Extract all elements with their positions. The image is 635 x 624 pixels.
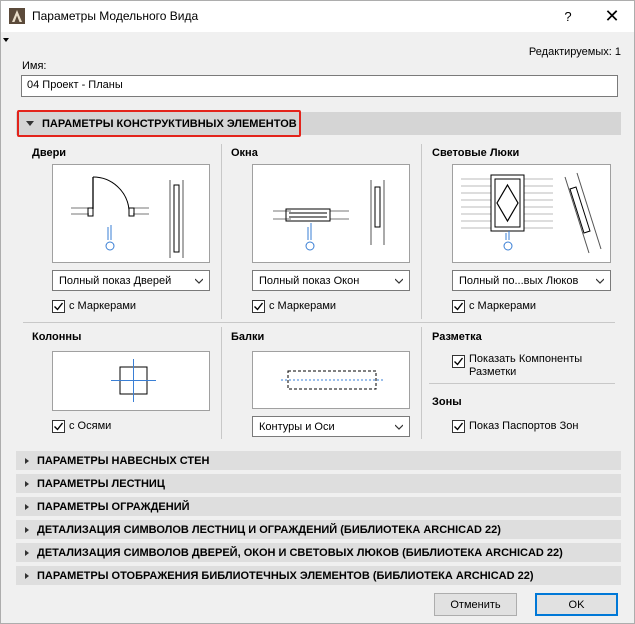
checkmark-icon bbox=[453, 301, 464, 312]
windows-preview bbox=[252, 164, 410, 263]
divider bbox=[23, 322, 615, 323]
section-stair-railing-symbols[interactable] bbox=[16, 520, 621, 539]
checkmark-icon bbox=[253, 301, 264, 312]
checkbox-label: с Маркерами bbox=[269, 300, 337, 312]
section-stairs[interactable] bbox=[16, 474, 621, 493]
chevron-down-icon bbox=[596, 277, 604, 285]
expand-triangle-icon bbox=[25, 527, 29, 533]
markup-title: Разметка bbox=[432, 331, 482, 343]
chevron-down-icon bbox=[395, 277, 403, 285]
divider bbox=[429, 383, 615, 384]
section-construction-elements[interactable] bbox=[16, 112, 621, 135]
section-library-elements-display[interactable] bbox=[16, 566, 621, 585]
dialog-title: Параметры Модельного Вида bbox=[32, 9, 199, 23]
expand-triangle-icon bbox=[26, 121, 34, 126]
expand-triangle-icon bbox=[25, 458, 29, 464]
section-railings[interactable] bbox=[16, 497, 621, 516]
checkbox-label: с Осями bbox=[69, 420, 112, 432]
name-input[interactable]: 04 Проект - Планы bbox=[21, 75, 618, 97]
checkbox-label-line1: Показать Компоненты bbox=[469, 353, 583, 365]
zones-title: Зоны bbox=[432, 396, 462, 408]
checkmark-icon bbox=[53, 301, 64, 312]
cancel-button[interactable]: Отменить bbox=[434, 593, 517, 616]
dropdown-value: Полный показ Дверей bbox=[59, 274, 172, 287]
columns-preview bbox=[52, 351, 210, 411]
checkmark-icon bbox=[53, 421, 64, 432]
chevron-down-icon bbox=[395, 423, 403, 431]
window-symbol-icon bbox=[253, 165, 409, 262]
dropdown-value: Контуры и Оси bbox=[259, 420, 335, 433]
expand-triangle-icon bbox=[25, 573, 29, 579]
checkbox-label: Показ Паспортов Зон bbox=[469, 420, 579, 432]
beams-preview bbox=[252, 351, 410, 409]
dropdown-value: Полный по...вых Люков bbox=[459, 274, 579, 287]
windows-display-dropdown[interactable] bbox=[252, 270, 410, 291]
checkbox-box[interactable] bbox=[52, 420, 65, 433]
door-symbol-icon bbox=[53, 165, 209, 262]
section-title: ДЕТАЛИЗАЦИЯ СИМВОЛОВ ЛЕСТНИЦ И ОГРАЖДЕНИЙ (БИБЛИОТЕКА ARCHICAD 22) bbox=[37, 523, 501, 536]
beams-display-dropdown[interactable] bbox=[252, 416, 410, 437]
doors-preview bbox=[52, 164, 210, 263]
beam-symbol-icon bbox=[253, 352, 409, 408]
ok-button[interactable]: OK bbox=[535, 593, 618, 616]
expand-triangle-icon bbox=[25, 550, 29, 556]
checkbox-box[interactable] bbox=[452, 420, 465, 433]
divider bbox=[421, 144, 422, 319]
skylights-display-dropdown[interactable] bbox=[452, 270, 611, 291]
windows-markers-checkbox[interactable] bbox=[252, 300, 336, 313]
columns-axes-checkbox[interactable] bbox=[52, 420, 111, 433]
checkmark-icon bbox=[453, 356, 464, 367]
close-button[interactable]: ✕ bbox=[604, 6, 620, 26]
beams-title: Балки bbox=[231, 331, 265, 343]
skylights-preview bbox=[452, 164, 611, 263]
zones-stamps-checkbox[interactable] bbox=[452, 420, 578, 433]
windows-title: Окна bbox=[231, 147, 258, 159]
checkbox-box[interactable] bbox=[52, 300, 65, 313]
markup-show-components-checkbox[interactable] bbox=[452, 353, 582, 379]
expand-triangle-icon bbox=[25, 504, 29, 510]
columns-title: Колонны bbox=[32, 331, 82, 343]
section-title: ПАРАМЕТРЫ КОНСТРУКТИВНЫХ ЭЛЕМЕНТОВ bbox=[42, 117, 297, 130]
divider bbox=[221, 144, 222, 319]
archicad-app-icon bbox=[9, 8, 25, 24]
checkbox-box[interactable] bbox=[452, 300, 465, 313]
doors-markers-checkbox[interactable] bbox=[52, 300, 136, 313]
section-title: ПАРАМЕТРЫ ОТОБРАЖЕНИЯ БИБЛИОТЕЧНЫХ ЭЛЕМЕНТОВ (БИБЛИОТЕКА ARCHICAD 22) bbox=[37, 569, 534, 582]
checkbox-box[interactable] bbox=[452, 355, 465, 368]
divider bbox=[421, 327, 422, 439]
section-title: ПАРАМЕТРЫ ОГРАЖДЕНИЙ bbox=[37, 500, 190, 513]
section-title: ПАРАМЕТРЫ НАВЕСНЫХ СТЕН bbox=[37, 454, 210, 467]
checkbox-label bbox=[469, 353, 582, 379]
expand-triangle-icon bbox=[25, 481, 29, 487]
dropdown-value: Полный показ Окон bbox=[259, 274, 360, 287]
skylight-symbol-icon bbox=[453, 165, 610, 262]
checkbox-label-line2: Разметки bbox=[469, 366, 517, 378]
section-curtain-walls[interactable] bbox=[16, 451, 621, 470]
section-door-window-skylight-symbols[interactable] bbox=[16, 543, 621, 562]
section-title: ДЕТАЛИЗАЦИЯ СИМВОЛОВ ДВЕРЕЙ, ОКОН И СВЕТОВЫХ ЛЮКОВ (БИБЛИОТЕКА ARCHICAD 22) bbox=[37, 546, 563, 559]
skylights-markers-checkbox[interactable] bbox=[452, 300, 536, 313]
dropdown-arrow-icon[interactable] bbox=[3, 38, 9, 42]
checkmark-icon bbox=[453, 421, 464, 432]
help-button[interactable]: ? bbox=[564, 9, 572, 24]
section-title: ПАРАМЕТРЫ ЛЕСТНИЦ bbox=[37, 477, 165, 490]
doors-display-dropdown[interactable] bbox=[52, 270, 210, 291]
skylights-title: Световые Люки bbox=[432, 147, 520, 159]
chevron-down-icon bbox=[195, 277, 203, 285]
checkbox-box[interactable] bbox=[252, 300, 265, 313]
checkbox-label: с Маркерами bbox=[469, 300, 537, 312]
column-symbol-icon bbox=[53, 352, 209, 410]
divider bbox=[221, 327, 222, 439]
title-bar bbox=[1, 1, 634, 32]
checkbox-label: с Маркерами bbox=[69, 300, 137, 312]
editable-count: Редактируемых: 1 bbox=[528, 46, 621, 58]
name-label: Имя: bbox=[22, 60, 47, 72]
doors-title: Двери bbox=[32, 147, 67, 159]
